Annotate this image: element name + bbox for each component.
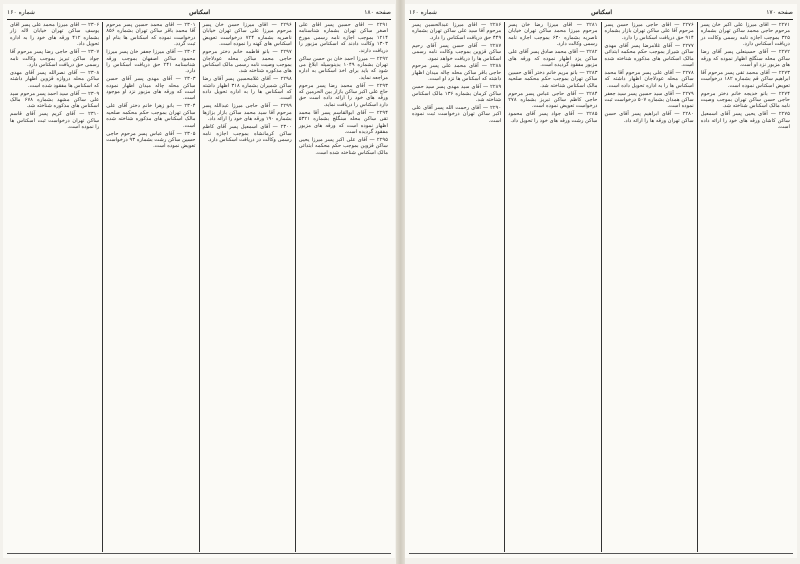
left-page-bottom-rule — [7, 553, 391, 554]
notice-paragraph: ۲۳۰۳ — آقای مهدی پسر آقای حسن ساکن محله چاله میدان اظهار نموده است که ورقه های مزبور نزد او موجود است. — [106, 76, 196, 102]
left-page-column-2 — [200, 22, 296, 552]
left-page-column-4 — [7, 22, 103, 552]
notice-paragraph: ۲۲۸۵ — آقای جواد پسر آقای محمود ساکن رشت ورقه های خود را تحویل داد. — [508, 111, 598, 124]
left-page-header-page-number: صفحه ۱۸۰ — [364, 9, 391, 16]
notice-paragraph: ۲۲۷۱ — آقای میرزا علی اکبر خان پسر مرحوم حاجی محمد ساکن تهران بشماره ۳۲۵ بموجب اجازه نامه رسمی وکالت در دریافت اسکناس دارد. — [700, 22, 790, 48]
page-gutter — [396, 0, 405, 564]
notice-paragraph: ۲۳۰۰ — آقای اسمعیل پسر آقای کاظم ساکن کرمانشاه بموجب اجازه نامه رسمی وکالت در دریافت اسکناس دارد. — [202, 124, 292, 143]
notice-paragraph: ۲۲۷۸ — آقای علی پسر مرحوم آقا محمد ساکن محله عودلاجان اظهار داشته که اسکناس ها را به اداره تحویل داده است. — [604, 69, 694, 89]
notice-paragraph: ۲۲۷۳ — آقای محمد تقی پسر مرحوم آقا ابراهیم ساکن قم بشماره ۱۸۲ درخواست تعویض اسکناس نموده است. — [700, 69, 790, 89]
notice-paragraph: ۲۳۱۰ — آقای کریم پسر آقای قاسم ساکن تهران درخواست ثبت اسکناس ها را نموده است. — [10, 111, 100, 131]
notice-paragraph: ۲۳۰۸ — آقای نصرالله پسر آقای مهدی ساکن محله دروازه قزوین اظهار داشته که اسکناس ها مفقود شده است. — [10, 69, 100, 89]
right-page-header-page-number: صفحه ۱۷۰ — [766, 9, 793, 16]
notice-paragraph: ۲۲۷۶ — آقای حاجی میرزا حسن پسر مرحوم آقا علی ساکن تهران بازار بشماره ۹۱۴ حق دریافت اسکناس را دارد. — [604, 22, 694, 41]
notice-paragraph: ۲۲۹۰ — آقای رحمت الله پسر آقای علی اکبر ساکن تهران درخواست ثبت نموده است. — [412, 104, 502, 124]
notice-paragraph: ۲۲۸۶ — آقای میرزا عبدالحسین پسر مرحوم آقا سید علی ساکن تهران بشماره ۴۴۹ حق دریافت اسکناس را دارد. — [412, 22, 502, 41]
notice-paragraph: ۲۳۰۷ — آقای حاجی رضا پسر مرحوم آقا جواد ساکن تبریز بموجب وکالت نامه رسمی حق دریافت اسکناس دارد. — [10, 49, 100, 68]
notice-paragraph: ۲۳۰۱ — آقای محمد حسین پسر مرحوم آقا محمد باقر ساکن تهران بشماره ۸۵۶ درخواست نموده که اسکناس ها بنام او ثبت گردد. — [106, 22, 196, 48]
notice-paragraph: ۲۲۷۷ — آقای غلامرضا پسر آقای مهدی ساکن شیراز بموجب حکم محکمه ابتدائی مالک اسکناس های مذکوره شناخته شده است. — [604, 42, 694, 68]
right-page-header-title: اسکناس — [591, 9, 613, 16]
left-page-header-rule — [7, 19, 391, 20]
left-page-header — [7, 7, 391, 18]
notice-paragraph: ۲۲۸۴ — آقای حاجی عباس پسر مرحوم حاجی کاظم ساکن تبریز بشماره ۲۷۸ درخواست تعویض نموده است. — [508, 90, 598, 110]
notice-paragraph: ۲۲۸۸ — آقای محمد علی پسر مرحوم حاجی باقر ساکن محله چاله میدان اظهار داشته که اسکناس ها نزد او است. — [412, 63, 502, 83]
notice-paragraph: ۲۲۹۵ — آقای علی اکبر پسر میرزا یحیی ساکن قزوین بموجب حکم محکمه ابتدائی مالک اسکناس شناخته شده است. — [298, 136, 388, 156]
notice-paragraph: ۲۲۷۹ — آقای سید حسین پسر سید جعفر ساکن همدان بشماره ۵۰۷ درخواست ثبت نموده است. — [604, 90, 694, 110]
notice-paragraph: ۲۲۹۱ — آقای حسین پسر آقای علی اصغر ساکن تهران بشماره شناسنامه ۱۲۱۴ بموجب اجازه نامه رسمی مورخ ۱۳۰۳ وکالت دادند که اسکناس مزبور را دریافت دارند. — [298, 22, 388, 54]
left-page-header-issue-number: شماره ۱۶۰ — [7, 9, 35, 16]
right-page — [405, 4, 797, 558]
notice-paragraph: ۲۲۸۷ — آقای حسن پسر آقای رحیم ساکن قزوین بموجب وکالت نامه رسمی اسکناس ها را دریافت خواهد نمود. — [412, 42, 502, 62]
right-page-column-2 — [602, 22, 698, 552]
left-page-column-3 — [103, 22, 199, 552]
notice-paragraph: ۲۲۹۷ — بانو فاطمه خانم دختر مرحوم حاجی محمد ساکن محله عودلاجان بموجب وصیت نامه رسمی مالک اسکناس های مذکوره شناخته شد. — [202, 49, 292, 75]
right-page-header-issue-number: شماره ۱۶۰ — [409, 9, 437, 16]
notice-paragraph: ۲۲۸۰ — آقای ابراهیم پسر آقای حسن ساکن تهران ورقه ها را ارائه داد. — [604, 111, 694, 124]
right-page-bottom-rule — [409, 553, 793, 554]
notice-paragraph: ۲۲۹۹ — آقای حاجی میرزا عبدالله پسر مرحوم آقا سید محمد ساکن بازار بزازها بشماره ۱۹۰ ورقه های خود را ارائه داد. — [202, 103, 292, 123]
notice-paragraph: ۲۳۰۶ — آقای میرزا محمد علی پسر آقای یوسف ساکن تهران خیابان لاله زار بشماره ۴۱۲ ورقه های خود را به اداره تحویل داد. — [10, 22, 100, 48]
right-page-header-rule — [409, 19, 793, 20]
notice-paragraph: ۲۲۹۶ — آقای میرزا حسن خان پسر مرحوم میرزا علی ساکن تهران خیابان ناصریه بشماره ۷۲۴ درخواست تعویض اسکناس های کهنه را نموده است. — [202, 22, 292, 48]
notice-paragraph: ۲۲۸۲ — آقای محمد صادق پسر آقای علی ساکن یزد اظهار نموده که ورقه های مزبور مفقود گردیده است. — [508, 49, 598, 68]
notice-paragraph: ۲۲۹۸ — آقای غلامحسین پسر آقای رضا ساکن شمیران بشماره ۳۱۸ اظهار داشته که اسکناس ها را به اداره تحویل داده است. — [202, 76, 292, 102]
left-page-header-title: اسکناس — [189, 9, 211, 16]
notice-paragraph: ۲۲۷۲ — آقای حسینعلی پسر آقای رضا ساکن محله سنگلج اظهار نموده که ورقه های مزبور نزد او است. — [700, 49, 790, 68]
notice-paragraph: ۲۳۰۲ — آقای میرزا جعفر خان پسر میرزا محمود ساکن اصفهان بموجب ورقه شناسنامه ۲۴۱ حق دریافت اسکناس را دارد. — [106, 49, 196, 75]
right-page-column-3 — [505, 22, 601, 552]
notice-paragraph: ۲۲۹۴ — آقای ابوالقاسم پسر آقا محمد تقی ساکن محله سنگلج بشماره ۵۳۲۱ اظهار نموده است که ورقه های مزبور مفقود گردیده است. — [298, 109, 388, 135]
notice-paragraph: ۲۲۸۹ — آقای سید مهدی پسر سید حسن ساکن کرمان بشماره ۱۳۶ مالک اسکناس شناخته شد. — [412, 84, 502, 103]
right-page-columns — [409, 22, 793, 552]
notice-paragraph: ۲۳۰۴ — بانو زهرا خانم دختر آقای علی ساکن تهران بموجب حکم محکمه صلحیه مالک اسکناس های مذکوره شناخته شده است. — [106, 103, 196, 129]
left-page-columns — [7, 22, 391, 552]
notice-paragraph: ۲۲۷۴ — بانو خدیجه خانم دختر مرحوم حاجی حسن ساکن تهران بموجب وصیت نامه مالک اسکناس شناخته شد. — [700, 90, 790, 110]
notice-paragraph: ۲۲۹۲ — میرزا احمد خان بن حسن ساکن تهران بشماره ۱۰۴۹ بدینوسیله ابلاغ می شود که باید برای اخذ اسکناس به اداره مراجعه نماید. — [298, 55, 388, 81]
notice-paragraph: ۲۳۰۵ — آقای عباس پسر مرحوم حاجی حسین ساکن رشت بشماره ۹۳ درخواست تعویض نموده است. — [106, 130, 196, 150]
left-page-column-1 — [296, 22, 391, 552]
notice-paragraph: ۲۲۸۱ — آقای میرزا رضا خان پسر مرحوم میرزا محمد ساکن تهران خیابان ناصریه بشماره ۶۳۰ بموجب اجازه نامه رسمی وکالت دارد. — [508, 22, 598, 48]
notice-paragraph: ۲۲۸۳ — بانو مریم خانم دختر آقای حسین ساکن تهران بموجب حکم محکمه صلحیه مالک اسکناس شناخته شد. — [508, 69, 598, 89]
notice-paragraph: ۲۳۰۹ — آقای سید احمد پسر مرحوم سید علی ساکن مشهد بشماره ۶۷۸ مالک اسکناس های مذکوره شناخته شد. — [10, 90, 100, 110]
right-page-header — [409, 7, 793, 18]
left-page — [3, 4, 395, 558]
notice-paragraph: ۲۲۷۵ — آقای یحیی پسر آقای اسمعیل ساکن کاشان ورقه های خود را ارائه داده است. — [700, 111, 790, 131]
right-page-column-4 — [409, 22, 505, 552]
right-page-column-1 — [698, 22, 793, 552]
notice-paragraph: ۲۲۹۳ — آقای محمد رضا پسر مرحوم حاج علی اکبر ساکن بازار بین الحرمین که ورقه های خود را ارائه داده است حق دارد اسکناس را دریافت نماید. — [298, 82, 388, 108]
